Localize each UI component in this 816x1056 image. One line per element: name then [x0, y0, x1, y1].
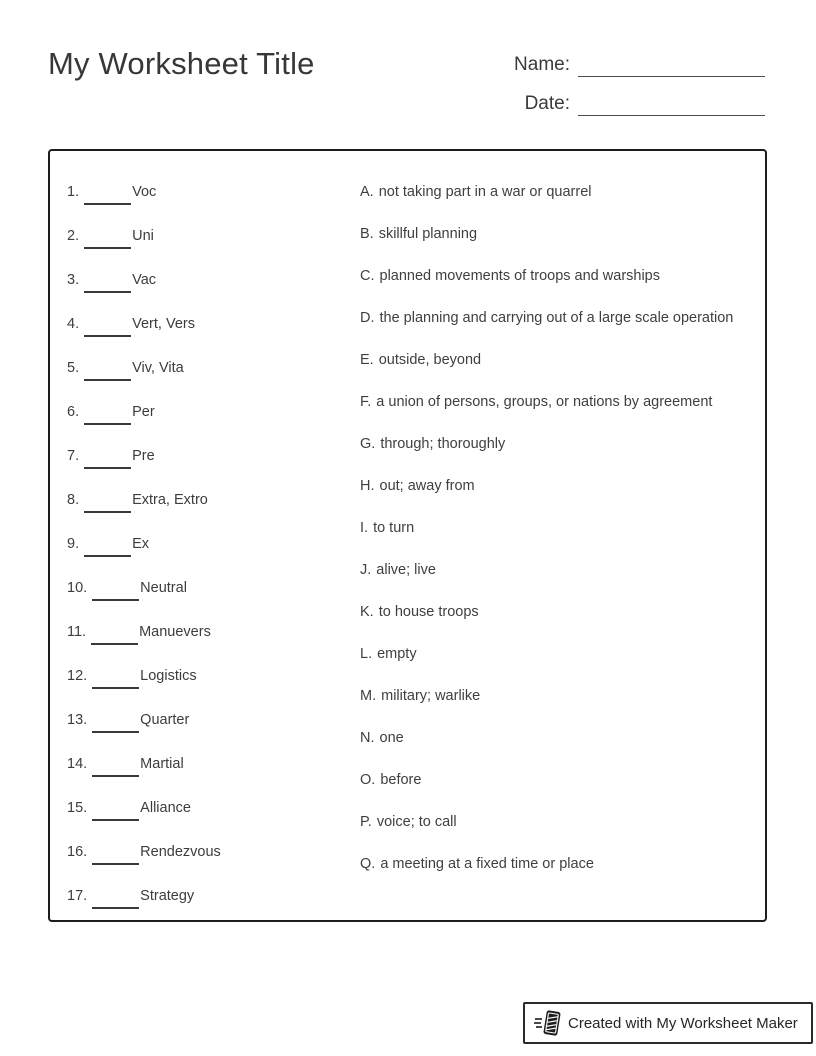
definition-text: before: [380, 772, 422, 788]
definition-letter: G.: [360, 436, 376, 452]
term-text: Per: [132, 404, 155, 420]
term-row: [67, 610, 221, 654]
term-number: 1.: [67, 184, 80, 200]
definition-text: empty: [377, 646, 417, 662]
definition-letter: F.: [360, 394, 372, 410]
term-text: Neutral: [140, 580, 187, 596]
definition-row: [360, 591, 733, 633]
definition-letter: E.: [360, 352, 374, 368]
term-number: 12.: [67, 668, 88, 684]
answer-blank[interactable]: [92, 847, 139, 865]
definition-letter: P.: [360, 814, 372, 830]
term-row: [67, 434, 221, 478]
credit-text: Created with My Worksheet Maker: [568, 1014, 798, 1032]
term-row: [67, 566, 221, 610]
term-row: [67, 478, 221, 522]
answer-blank[interactable]: [84, 275, 131, 293]
answer-blank[interactable]: [92, 715, 139, 733]
definition-row: [360, 675, 733, 717]
page-title: My Worksheet Title: [48, 46, 315, 81]
term-row: [67, 522, 221, 566]
term-number: 11.: [67, 624, 87, 640]
matching-exercise-box: [48, 149, 767, 922]
definition-row: [360, 465, 733, 507]
definition-text: one: [379, 730, 404, 746]
definition-row: [360, 381, 733, 423]
term-row: [67, 830, 221, 874]
terms-list: [67, 170, 221, 918]
term-text: Ex: [132, 536, 150, 552]
definition-row: [360, 339, 733, 381]
header-fields: [445, 48, 765, 126]
term-row: [67, 654, 221, 698]
definition-text: not taking part in a war or quarrel: [378, 184, 592, 200]
name-input-line[interactable]: [578, 52, 765, 77]
date-label: Date:: [524, 93, 570, 114]
term-number: 3.: [67, 272, 80, 288]
answer-blank[interactable]: [84, 363, 131, 381]
answer-blank[interactable]: [92, 583, 139, 601]
definition-letter: L.: [360, 646, 373, 662]
definition-letter: D.: [360, 310, 375, 326]
term-number: 9.: [67, 536, 80, 552]
definition-row: [360, 843, 733, 885]
credit-badge[interactable]: [523, 1002, 813, 1044]
answer-blank[interactable]: [84, 495, 131, 513]
term-text: Vert, Vers: [132, 316, 195, 332]
term-text: Alliance: [140, 800, 191, 816]
term-number: 16.: [67, 844, 88, 860]
date-field-row: [445, 87, 765, 116]
term-number: 2.: [67, 228, 80, 244]
definition-row: [360, 255, 733, 297]
term-row: [67, 346, 221, 390]
definition-text: a meeting at a fixed time or place: [380, 856, 594, 872]
name-field-row: [445, 48, 765, 77]
definition-text: military; warlike: [381, 688, 481, 704]
answer-blank[interactable]: [92, 891, 139, 909]
term-text: Pre: [132, 448, 155, 464]
answer-blank[interactable]: [92, 803, 139, 821]
definition-text: through; thoroughly: [380, 436, 506, 452]
term-number: 4.: [67, 316, 80, 332]
definition-text: outside, beyond: [378, 352, 482, 368]
answer-blank[interactable]: [92, 671, 139, 689]
definition-row: [360, 549, 733, 591]
definition-letter: C.: [360, 268, 375, 284]
term-number: 14.: [67, 756, 88, 772]
definition-letter: K.: [360, 604, 374, 620]
term-row: [67, 742, 221, 786]
answer-blank[interactable]: [84, 407, 131, 425]
term-text: Strategy: [140, 888, 195, 904]
definition-row: [360, 297, 733, 339]
term-row: [67, 170, 221, 214]
term-row: [67, 390, 221, 434]
term-row: [67, 302, 221, 346]
definition-text: voice; to call: [376, 814, 457, 830]
term-row: [67, 698, 221, 742]
definition-text: to turn: [373, 520, 415, 536]
date-input-line[interactable]: [578, 91, 765, 116]
definition-row: [360, 801, 733, 843]
term-number: 13.: [67, 712, 88, 728]
term-text: Uni: [132, 228, 154, 244]
term-text: Extra, Extro: [132, 492, 208, 508]
term-number: 15.: [67, 800, 88, 816]
name-label: Name:: [514, 54, 570, 75]
definition-row: [360, 507, 733, 549]
definition-text: to house troops: [378, 604, 479, 620]
answer-blank[interactable]: [84, 187, 131, 205]
definition-letter: A.: [360, 184, 374, 200]
answer-blank[interactable]: [84, 231, 131, 249]
definition-row: [360, 717, 733, 759]
answer-blank[interactable]: [84, 539, 131, 557]
definition-text: skillful planning: [378, 226, 478, 242]
answer-blank[interactable]: [84, 451, 131, 469]
term-number: 17.: [67, 888, 88, 904]
worksheet-maker-logo-icon: [534, 1008, 561, 1038]
term-text: Viv, Vita: [132, 360, 184, 376]
definition-letter: I.: [360, 520, 369, 536]
term-number: 6.: [67, 404, 80, 420]
definition-text: a union of persons, groups, or nations by agreement: [376, 394, 713, 410]
definition-text: the planning and carrying out of a large scale operation: [379, 310, 734, 326]
definition-letter: O.: [360, 772, 376, 788]
answer-blank[interactable]: [84, 319, 131, 337]
term-number: 5.: [67, 360, 80, 376]
definition-text: alive; live: [376, 562, 436, 578]
term-number: 7.: [67, 448, 80, 464]
term-row: [67, 258, 221, 302]
answer-blank[interactable]: [92, 759, 139, 777]
definition-row: [360, 171, 733, 213]
term-text: Martial: [140, 756, 184, 772]
definition-text: out; away from: [379, 478, 475, 494]
answer-blank[interactable]: [91, 627, 138, 645]
term-row: [67, 874, 221, 918]
definition-letter: M.: [360, 688, 377, 704]
definition-letter: H.: [360, 478, 375, 494]
term-text: Logistics: [140, 668, 197, 684]
term-row: [67, 214, 221, 258]
definition-text: planned movements of troops and warships: [379, 268, 660, 284]
term-text: Rendezvous: [140, 844, 221, 860]
term-text: Quarter: [140, 712, 190, 728]
term-text: Voc: [132, 184, 157, 200]
definition-row: [360, 633, 733, 675]
definition-row: [360, 423, 733, 465]
definition-letter: B.: [360, 226, 374, 242]
definition-row: [360, 213, 733, 255]
definition-letter: N.: [360, 730, 375, 746]
definitions-list: [360, 171, 733, 885]
definition-row: [360, 759, 733, 801]
term-text: Vac: [132, 272, 157, 288]
definition-letter: Q.: [360, 856, 376, 872]
term-text: Manuevers: [139, 624, 211, 640]
term-number: 10.: [67, 580, 88, 596]
term-row: [67, 786, 221, 830]
definition-letter: J.: [360, 562, 372, 578]
term-number: 8.: [67, 492, 80, 508]
